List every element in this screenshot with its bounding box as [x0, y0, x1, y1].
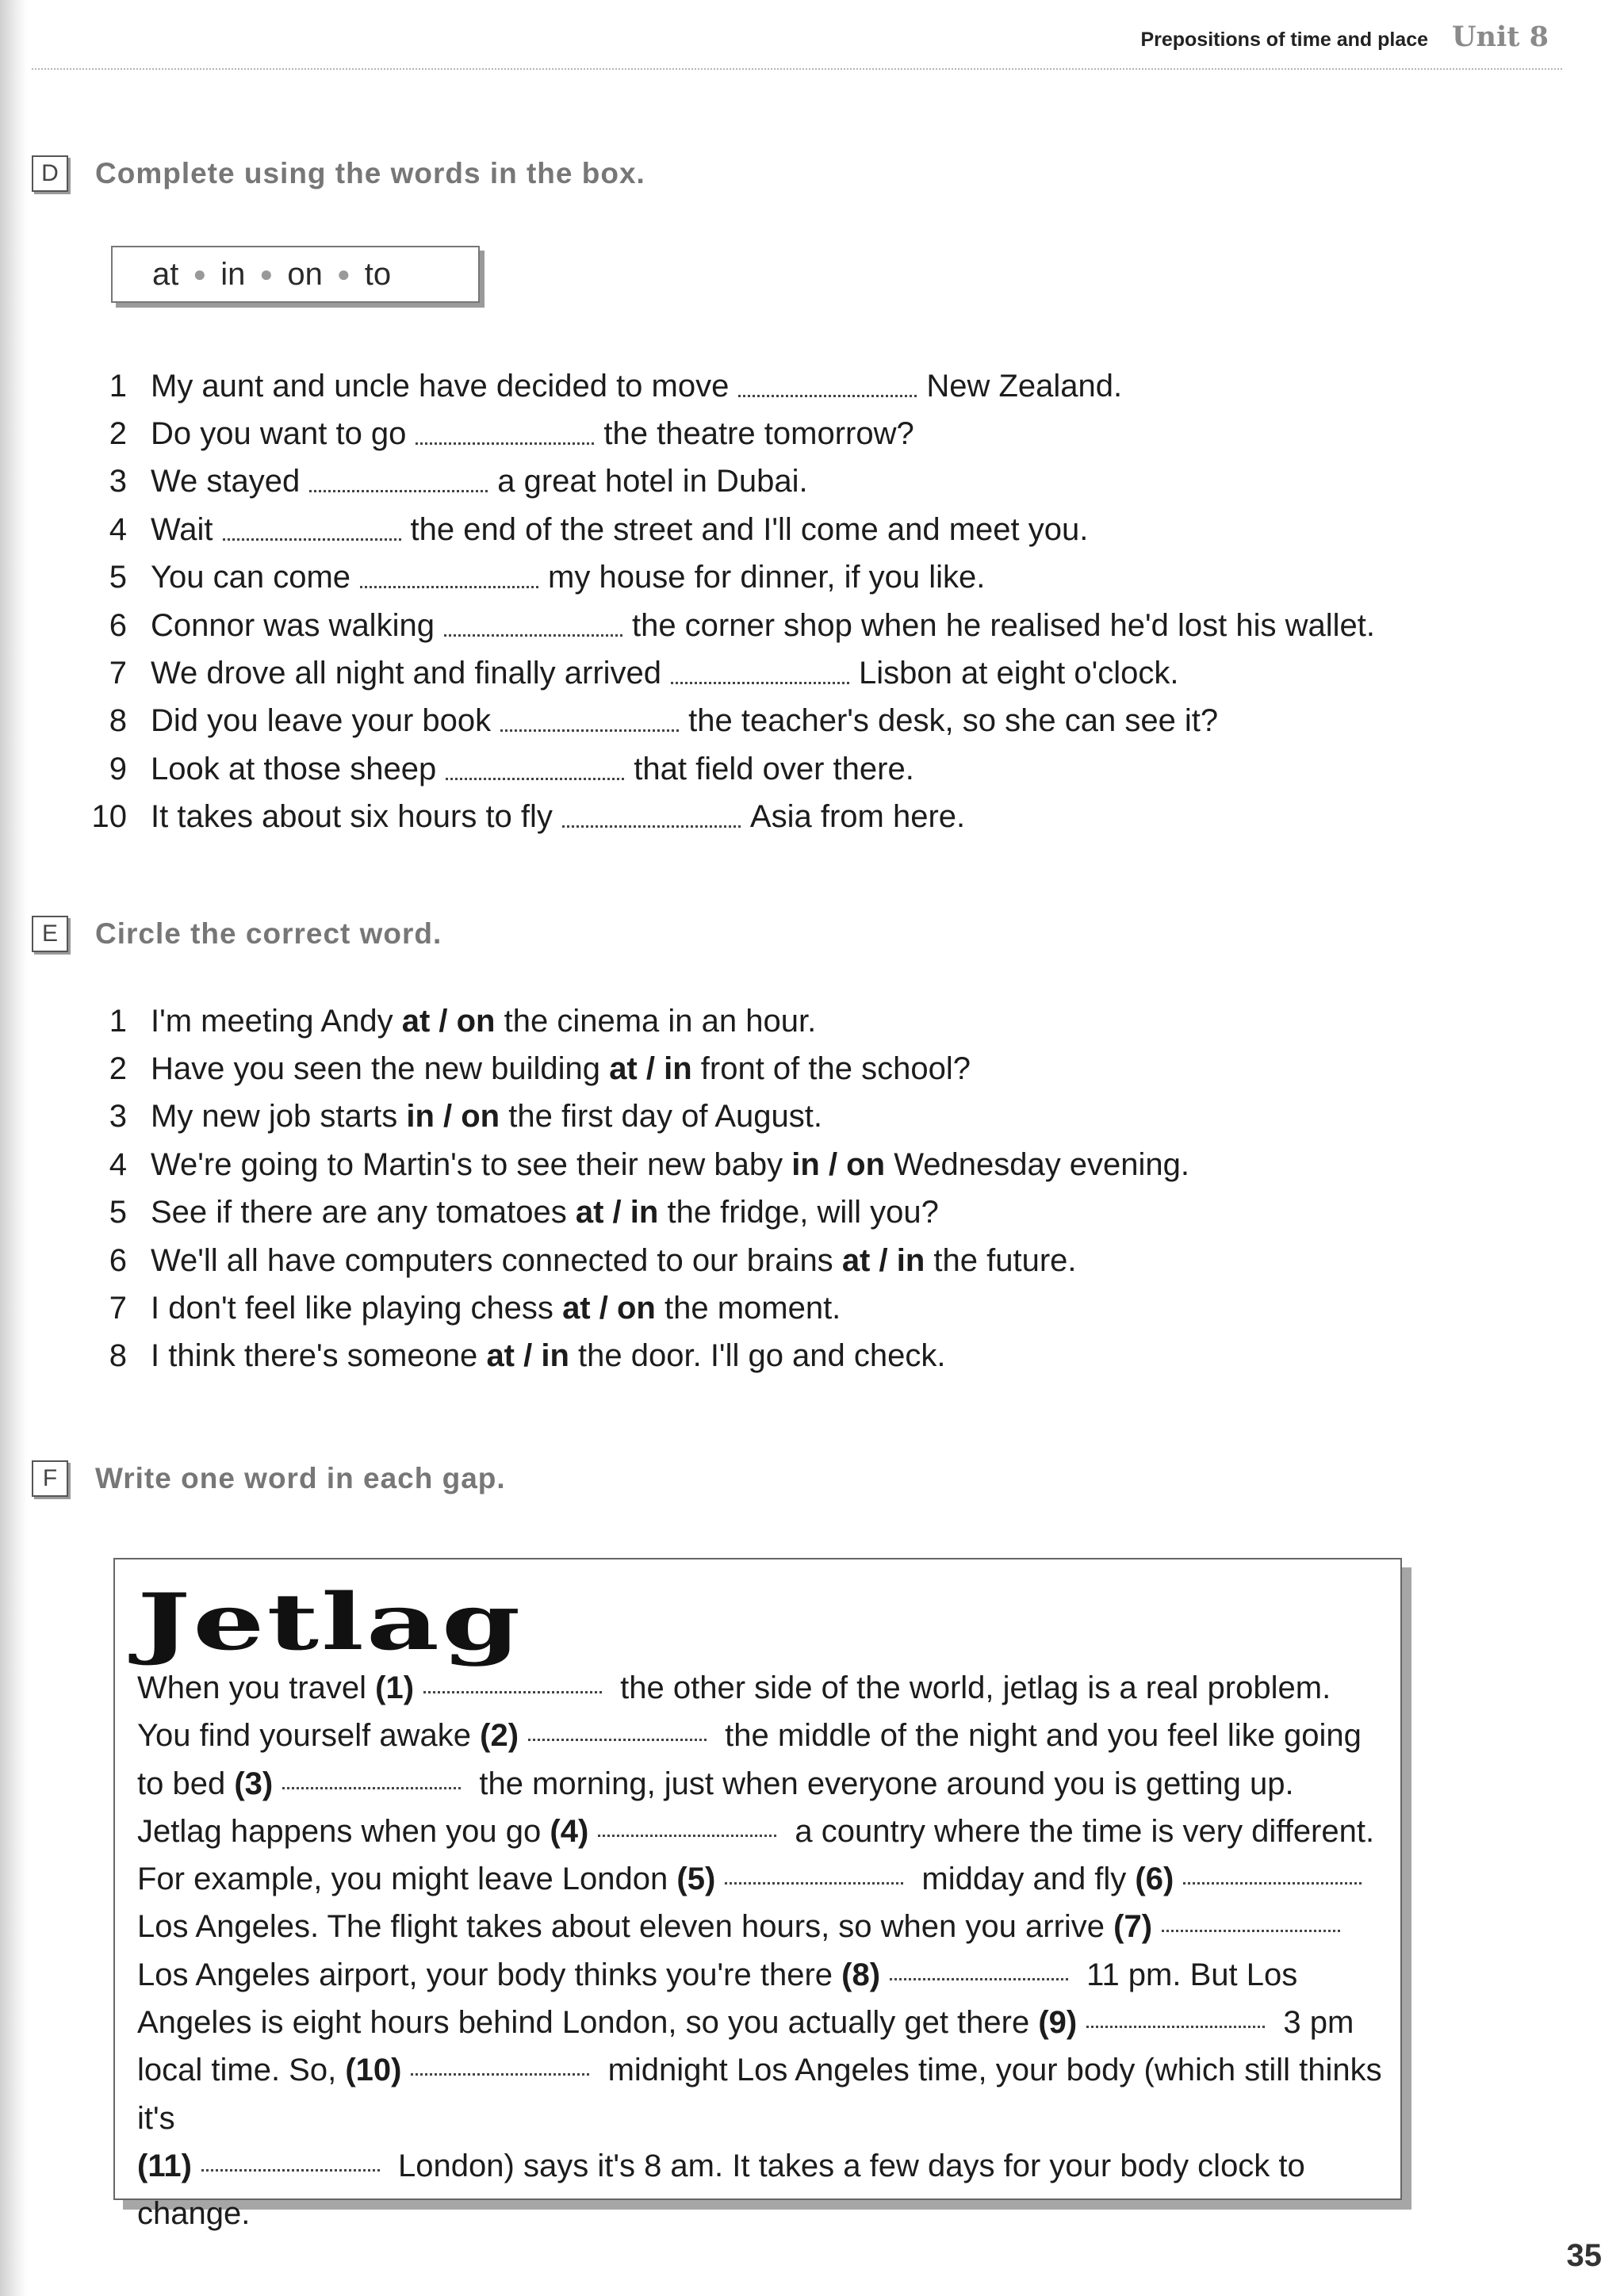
answer-gap[interactable]: [671, 682, 849, 684]
list-item: [79, 410, 1375, 457]
answer-gap[interactable]: [446, 778, 624, 780]
sentence-start: My aunt and uncle have decided to move: [151, 368, 730, 404]
gap-number: (7): [1113, 1909, 1153, 1945]
gap-number: (8): [841, 1957, 881, 1992]
binding-shadow: [0, 0, 27, 2296]
answer-gap[interactable]: [201, 2169, 380, 2172]
sentence-start: I think there's someone: [151, 1338, 478, 1374]
list-item: [79, 1333, 1189, 1380]
passage-text: midnight Los Angeles time, your body (which still thinks it's: [137, 2053, 1382, 2136]
item-number: 4: [109, 511, 127, 547]
sentence-end: the fridge, will you?: [667, 1195, 939, 1230]
gap-number: (6): [1135, 1862, 1174, 1897]
section-e-heading: [32, 916, 442, 952]
item-number: 8: [109, 703, 127, 739]
item-number: 2: [109, 1051, 127, 1087]
item-number: 6: [109, 1242, 127, 1278]
sentence-end: a great hotel in Dubai.: [497, 464, 808, 499]
answer-gap[interactable]: [598, 1835, 776, 1837]
section-e-exercise-list: [79, 997, 1189, 1380]
passage-text: Los Angeles airport, your body thinks you're there: [137, 1957, 842, 1992]
section-d-instruction: Complete using the words in the box.: [95, 157, 645, 189]
answer-gap[interactable]: [223, 538, 401, 541]
passage-text: the other side of the world, jetlag is a real problem. You find yourself awake: [137, 1670, 1331, 1754]
passage-text: Jetlag happens when you go: [137, 1813, 550, 1849]
sentence-start: It takes about six hours to fly: [151, 799, 553, 835]
sentence-start: Do you want to go: [151, 416, 407, 452]
bullet-separator: ●: [193, 262, 207, 286]
page-header: [1140, 21, 1549, 60]
sentence-start: We'll all have computers connected to our brains: [151, 1242, 833, 1278]
list-item: [79, 794, 1375, 841]
answer-gap[interactable]: [528, 1739, 707, 1741]
list-item: [79, 745, 1375, 793]
sentence-start: Wait: [151, 511, 213, 547]
answer-gap[interactable]: [360, 586, 538, 588]
gap-number: (11): [137, 2148, 192, 2183]
list-item: [79, 1237, 1189, 1284]
section-letter-e: E: [32, 916, 68, 952]
sentence-end: the teacher's desk, so she can see it?: [688, 703, 1219, 739]
word-option: at: [152, 256, 179, 292]
answer-gap[interactable]: [1086, 2026, 1265, 2028]
passage-text: 11 pm. But Los Angeles is eight hours behind London, so you actually get there: [137, 1957, 1298, 2041]
header-title: Prepositions of time and place: [1140, 29, 1429, 51]
passage-text: the morning, just when everyone around you is getting up.: [470, 1766, 1294, 1801]
bullet-separator: ●: [336, 262, 350, 286]
sentence-start: See if there are any tomatoes: [151, 1195, 567, 1230]
list-item: [79, 1284, 1189, 1332]
item-number: 7: [109, 1291, 127, 1326]
answer-gap[interactable]: [423, 1691, 602, 1693]
sentence-end: my house for dinner, if you like.: [548, 560, 986, 595]
sentence-start: I don't feel like playing chess: [151, 1291, 553, 1326]
list-item: [79, 554, 1375, 602]
sentence-start: We drove all night and finally arrived: [151, 656, 662, 691]
jetlag-title: Jetlag: [137, 1577, 523, 1668]
list-item: [79, 1045, 1189, 1093]
gap-number: (1): [375, 1670, 415, 1705]
item-number: 7: [109, 656, 127, 691]
page-number: 35: [1566, 2238, 1602, 2273]
sentence-end: Lisbon at eight o'clock.: [859, 656, 1179, 691]
sentence-end: the theatre tomorrow?: [603, 416, 914, 452]
section-d-exercise-list: [79, 362, 1375, 841]
sentence-start: Did you leave your book: [151, 703, 492, 739]
answer-gap[interactable]: [562, 825, 741, 828]
answer-gap[interactable]: [738, 395, 917, 397]
jetlag-passage: [137, 1664, 1386, 2238]
word-choice[interactable]: at / in: [575, 1195, 659, 1230]
answer-gap[interactable]: [500, 729, 679, 732]
item-number: 5: [109, 560, 127, 595]
answer-gap[interactable]: [1162, 1930, 1340, 1932]
gap-number: (9): [1038, 2005, 1078, 2041]
sentence-end: the cinema in an hour.: [504, 1003, 817, 1039]
gap-number: (2): [480, 1718, 519, 1754]
sentence-end: Wednesday evening.: [894, 1146, 1190, 1182]
word-box: [111, 246, 480, 303]
word-option: on: [287, 256, 323, 292]
passage-text: the middle of the night and you feel like going to bed: [137, 1718, 1362, 1801]
sentence-end: the corner shop when he realised he'd lost his wallet.: [631, 607, 1376, 643]
section-d-heading: [32, 155, 645, 192]
item-number: 5: [109, 1195, 127, 1230]
section-letter-f: F: [32, 1460, 68, 1497]
item-number: 10: [91, 799, 127, 835]
sentence-start: We're going to Martin's to see their new baby: [151, 1146, 783, 1182]
word-choice[interactable]: at / on: [562, 1291, 656, 1326]
list-item: [79, 1141, 1189, 1188]
sentence-start: Connor was walking: [151, 607, 435, 643]
sentence-end: New Zealand.: [926, 368, 1123, 404]
answer-gap[interactable]: [411, 2073, 589, 2076]
passage-text: a country where the time is very different. For example, you might leave London: [137, 1813, 1375, 1897]
list-item: [79, 362, 1375, 410]
sentence-end: that field over there.: [634, 751, 914, 786]
sentence-end: the first day of August.: [508, 1099, 823, 1135]
item-number: 3: [109, 1099, 127, 1135]
section-letter-d: D: [32, 155, 68, 192]
list-item: [79, 698, 1375, 745]
answer-gap[interactable]: [444, 634, 622, 637]
sentence-end: the door. I'll go and check.: [578, 1338, 946, 1374]
sentence-start: Have you seen the new building: [151, 1051, 601, 1087]
word-choice[interactable]: in / on: [791, 1146, 886, 1182]
word-choice[interactable]: in / on: [406, 1099, 500, 1135]
list-item: [79, 649, 1375, 697]
word-choice[interactable]: at / in: [486, 1338, 569, 1374]
list-item: [79, 458, 1375, 506]
sentence-start: We stayed: [151, 464, 301, 499]
answer-gap[interactable]: [725, 1882, 903, 1885]
passage-text: Los Angeles. The flight takes about eleven hours, so when you arrive: [137, 1909, 1114, 1945]
item-number: 8: [109, 1338, 127, 1374]
list-item: [79, 1093, 1189, 1141]
list-item: [79, 1189, 1189, 1237]
answer-gap[interactable]: [1183, 1882, 1362, 1885]
item-number: 1: [109, 368, 127, 404]
word-choice[interactable]: at / in: [841, 1242, 925, 1278]
item-number: 1: [109, 1003, 127, 1039]
gap-number: (4): [550, 1813, 589, 1849]
answer-gap[interactable]: [416, 442, 594, 445]
answer-gap[interactable]: [282, 1787, 461, 1789]
bullet-separator: ●: [259, 262, 274, 286]
list-item: [79, 506, 1375, 553]
section-e-instruction: Circle the correct word.: [95, 917, 442, 950]
sentence-start: You can come: [151, 560, 351, 595]
sentence-end: the end of the street and I'll come and meet you.: [410, 511, 1089, 547]
answer-gap[interactable]: [309, 490, 488, 492]
word-option: in: [220, 256, 246, 292]
word-option: to: [364, 256, 392, 292]
sentence-end: front of the school?: [700, 1051, 971, 1087]
jetlag-text-panel: [113, 1558, 1402, 2232]
sentence-start: Look at those sheep: [151, 751, 437, 786]
sentence-end: Asia from here.: [749, 799, 966, 835]
item-number: 6: [109, 607, 127, 643]
sentence-start: I'm meeting Andy: [151, 1003, 393, 1039]
answer-gap[interactable]: [890, 1978, 1068, 1980]
gap-number: (3): [234, 1766, 274, 1801]
unit-label: Unit 8: [1452, 21, 1549, 53]
word-choice[interactable]: at / in: [609, 1051, 692, 1087]
passage-text: midday and fly: [913, 1862, 1136, 1897]
list-item: [79, 602, 1375, 649]
word-choice[interactable]: at / on: [401, 1003, 496, 1039]
item-number: 3: [109, 464, 127, 499]
passage-text: 3 pm local time. So,: [137, 2005, 1354, 2088]
section-f-instruction: Write one word in each gap.: [95, 1462, 506, 1494]
sentence-end: the future.: [933, 1242, 1077, 1278]
header-divider: [32, 68, 1562, 70]
section-f-heading: [32, 1460, 506, 1497]
gap-number: (10): [345, 2053, 402, 2088]
passage-text: When you travel: [137, 1670, 376, 1705]
list-item: [79, 997, 1189, 1045]
passage-text: London) says it's 8 am. It takes a few days for your body clock to change.: [137, 2148, 1305, 2232]
item-number: 2: [109, 416, 127, 452]
sentence-start: My new job starts: [151, 1099, 398, 1135]
gap-number: (5): [676, 1862, 716, 1897]
item-number: 4: [109, 1146, 127, 1182]
item-number: 9: [109, 751, 127, 786]
sentence-end: the moment.: [664, 1291, 841, 1326]
